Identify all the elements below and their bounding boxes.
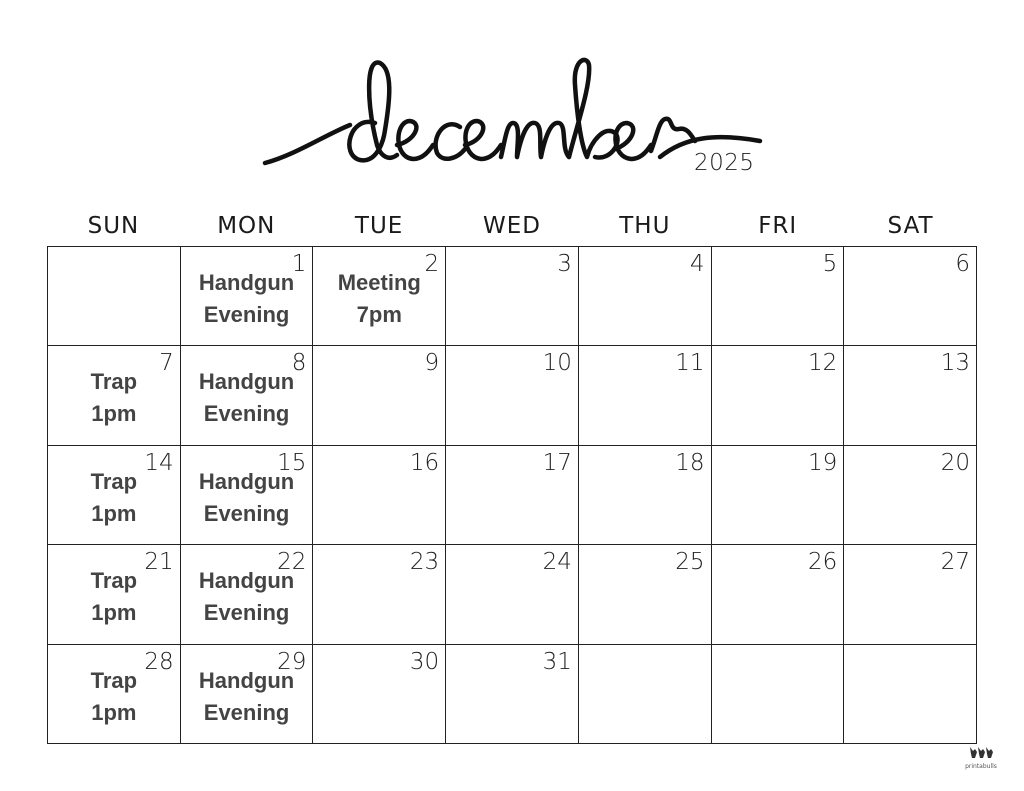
day-number: 1	[291, 251, 307, 277]
day-event	[313, 267, 445, 331]
calendar-header	[0, 0, 1024, 200]
day-cell-15	[181, 446, 314, 545]
empty-day-cell	[712, 645, 845, 744]
day-event	[48, 366, 180, 430]
day-number: 20	[940, 449, 970, 476]
day-cell-6	[844, 247, 977, 346]
day-cell-3	[446, 247, 579, 346]
weekday-thu: THU	[619, 213, 671, 239]
event-line: Trap	[90, 667, 138, 693]
event-line: Meeting	[337, 270, 421, 295]
day-cell-22	[181, 545, 314, 644]
day-event	[181, 366, 313, 430]
calendar-grid	[47, 246, 977, 744]
day-cell-11	[579, 346, 712, 445]
day-number: 10	[542, 350, 572, 377]
day-number: 15	[277, 449, 307, 476]
day-cell-4	[579, 247, 712, 346]
event-line: Trap	[90, 568, 138, 594]
day-number: 14	[144, 449, 174, 476]
day-cell-1	[181, 247, 314, 346]
day-cell-19	[712, 446, 845, 545]
event-line: Handgun	[198, 568, 295, 594]
day-number: 8	[291, 350, 307, 377]
event-line: Evening	[203, 401, 290, 427]
day-event	[181, 665, 313, 729]
day-number: 24	[542, 549, 572, 576]
day-event	[48, 665, 180, 729]
day-number: 23	[409, 549, 440, 576]
event-line: Evening	[203, 699, 290, 725]
brand-logo	[960, 745, 1002, 771]
bull-logo-icon	[967, 745, 995, 761]
day-number: 2	[424, 251, 440, 277]
day-number: 26	[808, 549, 838, 576]
event-line: 7pm	[356, 302, 402, 327]
day-cell-7	[48, 346, 181, 445]
day-number: 7	[159, 350, 174, 377]
day-cell-27	[844, 545, 977, 644]
day-cell-26	[712, 545, 845, 644]
day-number: 29	[277, 648, 307, 675]
event-line: 1pm	[91, 500, 137, 526]
event-line: Evening	[203, 302, 290, 327]
day-cell-18	[579, 446, 712, 545]
day-cell-29	[181, 645, 314, 744]
day-number: 21	[144, 549, 174, 576]
day-number: 25	[675, 549, 705, 576]
day-event	[181, 565, 313, 629]
day-number: 30	[409, 648, 440, 675]
day-cell-21	[48, 545, 181, 644]
event-line: Trap	[90, 369, 138, 395]
day-number: 31	[542, 648, 572, 675]
day-cell-8	[181, 346, 314, 445]
day-cell-9	[313, 346, 446, 445]
weekday-sat: SAT	[887, 213, 934, 239]
day-number: 4	[689, 251, 705, 277]
empty-day-cell	[579, 645, 712, 744]
event-line: Handgun	[198, 270, 295, 295]
event-line: 1pm	[91, 401, 137, 427]
day-cell-10	[446, 346, 579, 445]
month-title-script	[255, 45, 765, 175]
day-number: 12	[808, 350, 838, 377]
day-number: 9	[424, 350, 440, 377]
day-cell-28	[48, 645, 181, 744]
event-line: Handgun	[198, 468, 295, 494]
day-number: 6	[955, 251, 970, 277]
day-number: 17	[542, 449, 572, 476]
day-event	[181, 267, 313, 331]
brand-logo-text: printabulls	[965, 763, 997, 770]
empty-day-cell	[844, 645, 977, 744]
day-number: 27	[940, 549, 970, 576]
day-cell-25	[579, 545, 712, 644]
day-number: 3	[557, 251, 572, 277]
weekday-sun: SUN	[87, 213, 140, 239]
calendar-year: 2025	[694, 150, 755, 176]
day-cell-13	[844, 346, 977, 445]
day-cell-24	[446, 545, 579, 644]
weekday-wed: WED	[483, 213, 541, 239]
day-number: 16	[409, 449, 440, 476]
day-cell-2	[313, 247, 446, 346]
event-line: Handgun	[198, 667, 295, 693]
weekday-tue: TUE	[354, 213, 404, 239]
day-number: 18	[675, 449, 705, 476]
day-number: 19	[808, 449, 838, 476]
day-cell-31	[446, 645, 579, 744]
event-line: 1pm	[91, 699, 137, 725]
day-cell-14	[48, 446, 181, 545]
weekday-header-row	[47, 210, 977, 242]
weekday-mon: MON	[217, 213, 276, 239]
day-number: 13	[940, 350, 970, 377]
day-cell-5	[712, 247, 845, 346]
day-cell-23	[313, 545, 446, 644]
day-cell-20	[844, 446, 977, 545]
day-cell-16	[313, 446, 446, 545]
event-line: Trap	[90, 468, 138, 494]
day-number: 5	[822, 251, 838, 277]
day-number: 22	[277, 549, 307, 576]
weekday-fri: FRI	[758, 213, 798, 239]
day-event	[48, 466, 180, 530]
day-cell-17	[446, 446, 579, 545]
event-line: Evening	[203, 500, 290, 526]
event-line: Evening	[203, 600, 290, 626]
empty-day-cell	[48, 247, 181, 346]
day-event	[181, 466, 313, 530]
event-line: 1pm	[91, 600, 137, 626]
day-number: 28	[144, 648, 174, 675]
event-line: Handgun	[198, 369, 295, 395]
day-event	[48, 565, 180, 629]
day-cell-30	[313, 645, 446, 744]
day-cell-12	[712, 346, 845, 445]
day-number: 11	[675, 350, 705, 377]
